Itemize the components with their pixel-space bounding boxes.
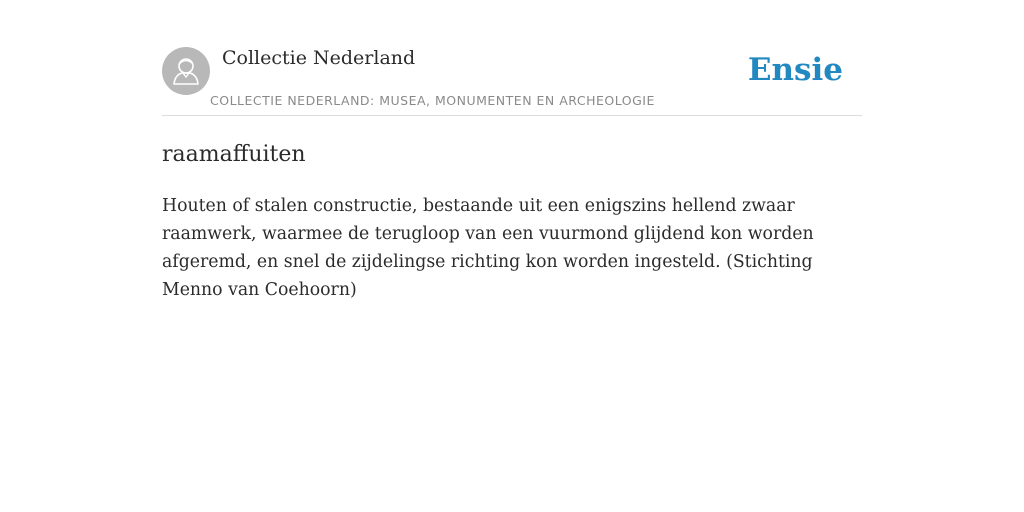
entry-header (162, 46, 862, 116)
author-name[interactable]: Collectie Nederland (222, 47, 416, 69)
user-placeholder-icon[interactable] (162, 47, 210, 95)
ensie-logo[interactable]: Ensie (747, 52, 843, 88)
entry-card (162, 46, 862, 304)
avatar-glyph (162, 47, 210, 95)
entry-term: raamaffuiten (162, 142, 306, 167)
entry-definition: Houten of stalen constructie, bestaande uit een enigszins hellend zwaar raamwerk, waarmee de terugloop van een vuurmond glijdend kon worden afgeremd, en snel de zijdelingse richting kon worden ingesteld. (Stichting Menno van Coehoorn) (162, 196, 814, 300)
author-subtitle: COLLECTIE NEDERLAND: MUSEA, MONUMENTEN EN ARCHEOLOGIE (210, 93, 655, 108)
